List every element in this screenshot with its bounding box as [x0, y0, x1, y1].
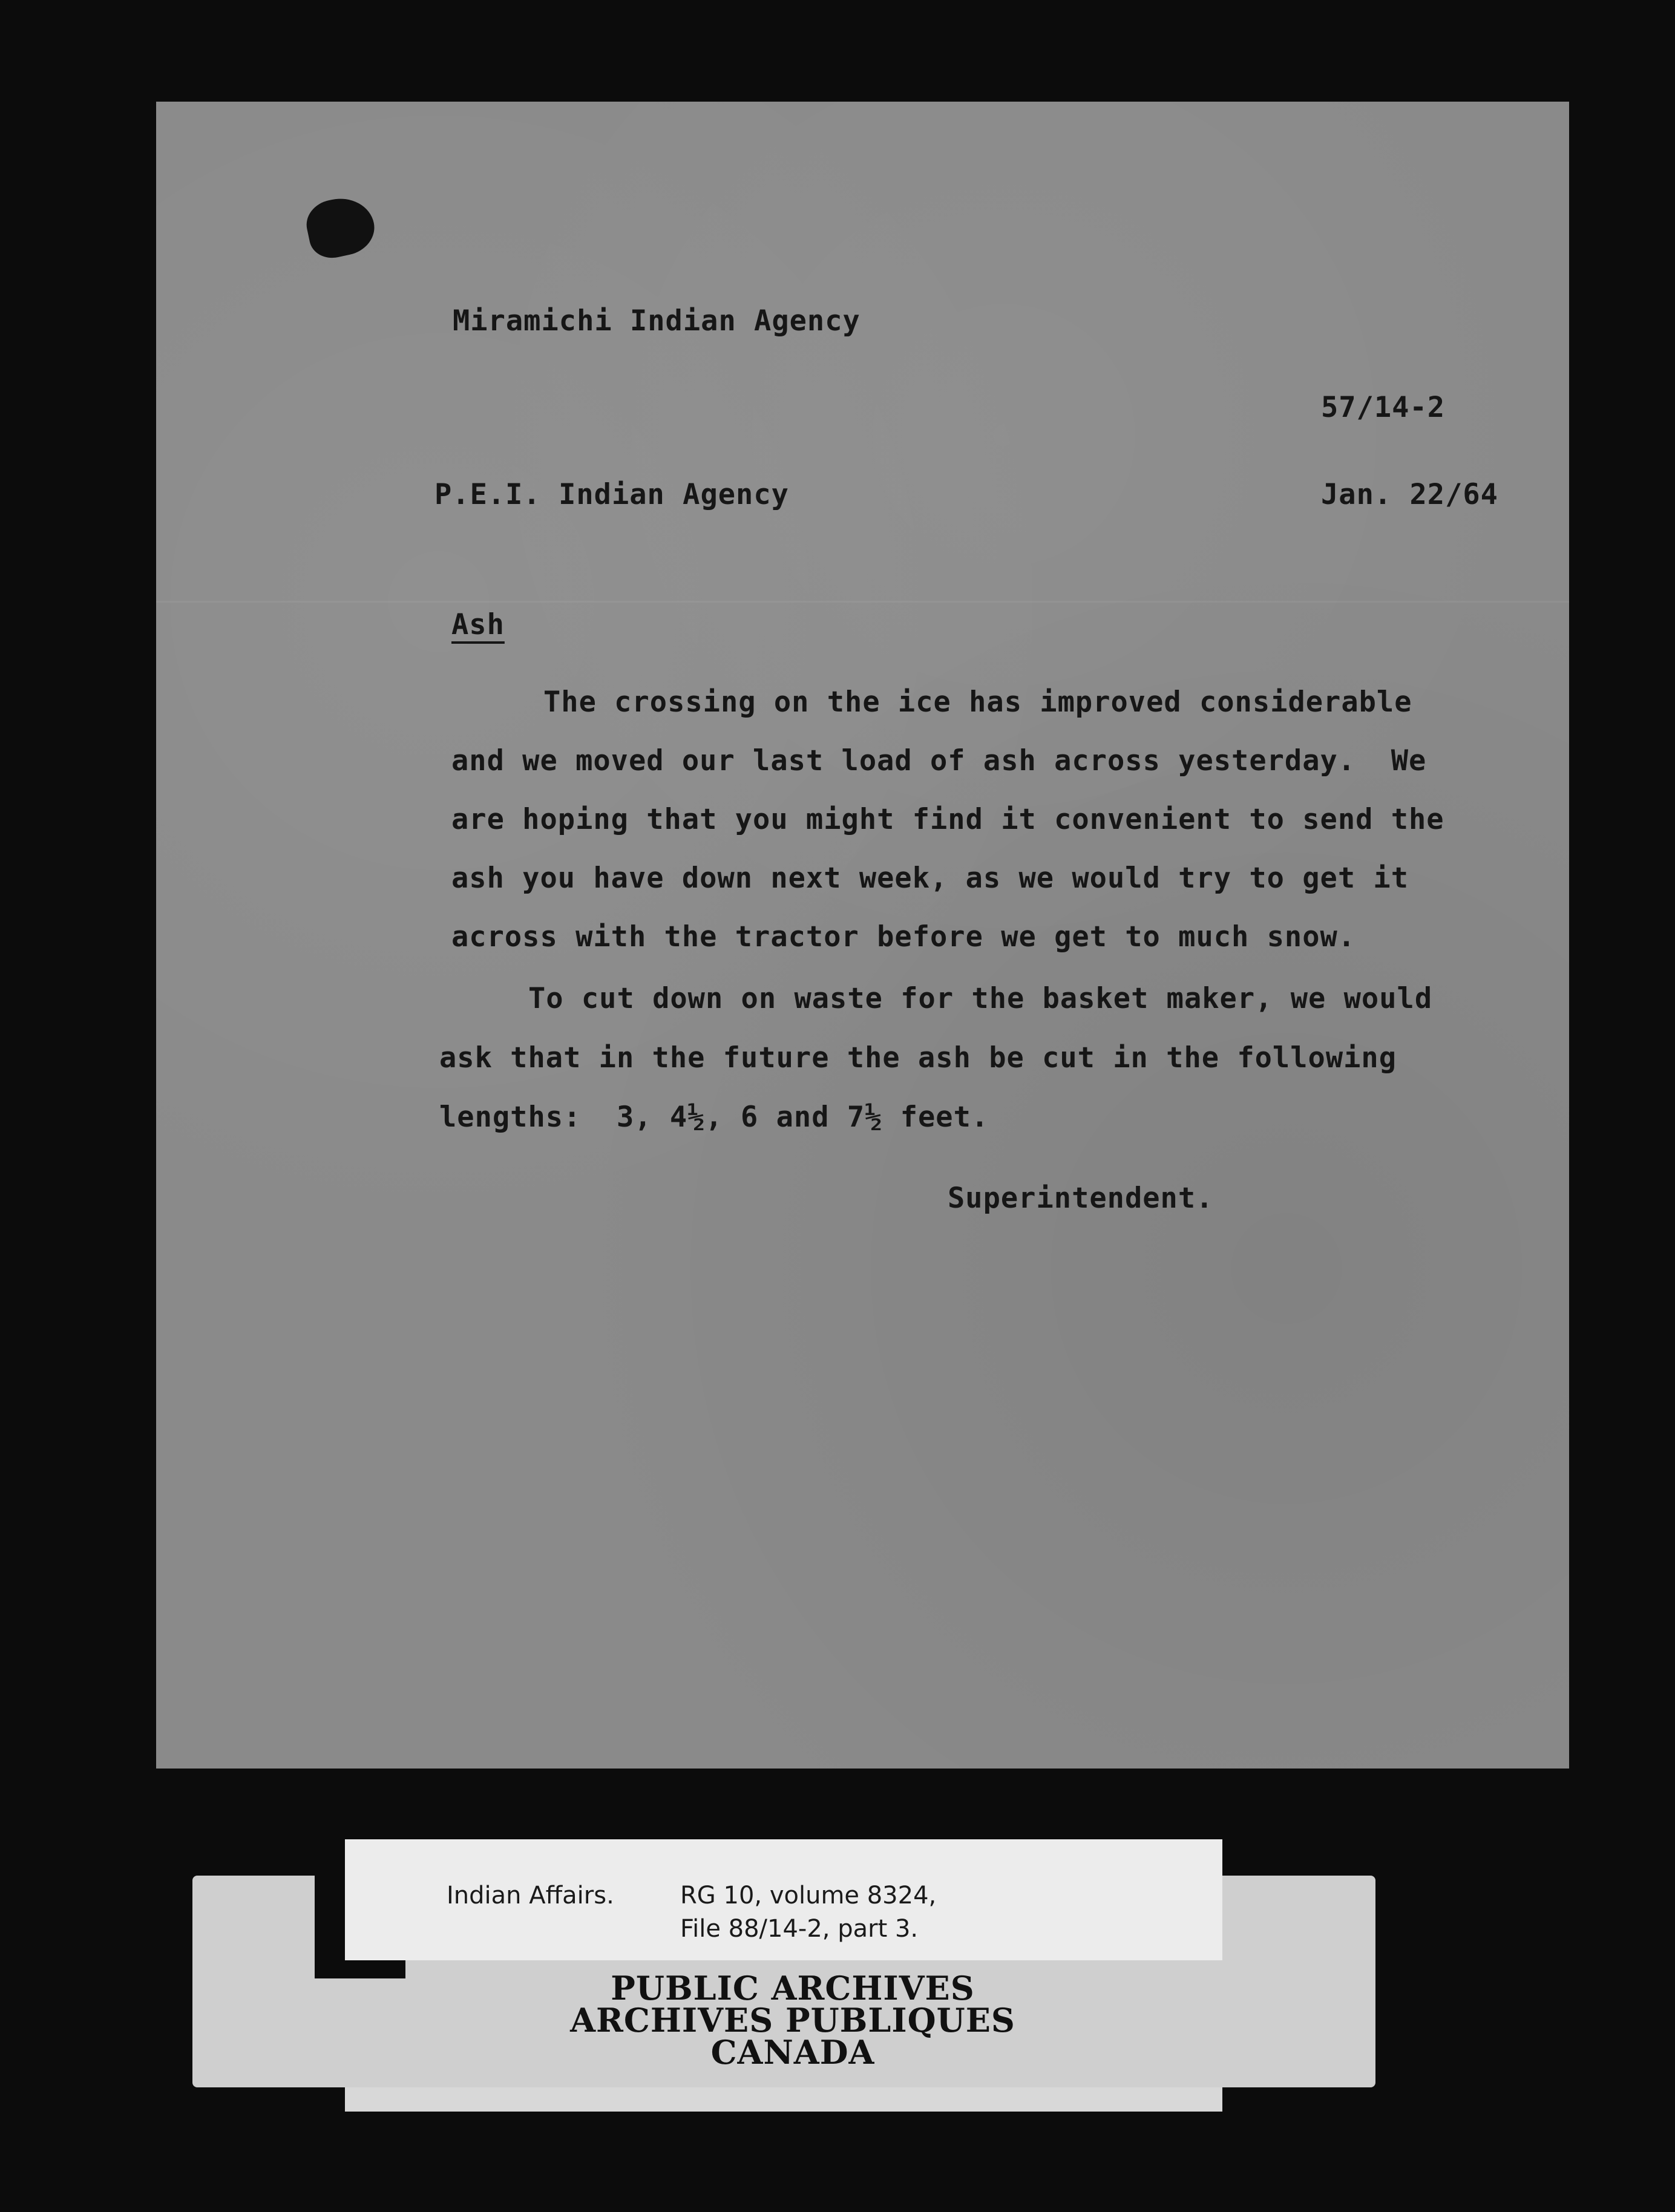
letter-subject: Ash: [451, 608, 505, 641]
record-group: RG 10, volume 8324,: [680, 1882, 937, 1909]
label-bottom-strip: [345, 2087, 1222, 2112]
stamp-line: CANADA: [710, 2033, 875, 2072]
paragraph1-line: are hoping that you might find it convenient to send the: [451, 803, 1444, 836]
paragraph2-line: To cut down on waste for the basket maker, we would: [528, 982, 1433, 1015]
punch-hole: [302, 192, 379, 263]
from-agency: Miramichi Indian Agency: [453, 304, 860, 338]
file-number: File 88/14-2, part 3.: [680, 1915, 919, 1943]
collection-name: Indian Affairs.: [447, 1882, 614, 1909]
paragraph1-line: and we moved our last load of ash across yesterday. We: [451, 744, 1427, 777]
stamp-line: ARCHIVES PUBLIQUES: [570, 2001, 1015, 2040]
paragraph1-line: across with the tractor before we get to much snow.: [451, 920, 1356, 954]
paragraph2-line: ask that in the future the ash be cut in the following: [439, 1041, 1397, 1075]
file-reference: 57/14-2: [1321, 391, 1446, 424]
letter-page: [156, 102, 1569, 1769]
letter-date: Jan. 22/64: [1321, 478, 1498, 511]
to-agency: P.E.I. Indian Agency: [434, 478, 789, 511]
paragraph1-line: The crossing on the ice has improved considerable: [543, 686, 1412, 719]
archives-stamp: [526, 1969, 1059, 2072]
signature-title: Superintendent.: [948, 1182, 1214, 1215]
stamp-line: PUBLIC ARCHIVES: [611, 1969, 975, 2007]
paragraph1-line: ash you have down next week, as we would try to get it: [451, 862, 1409, 895]
fold-line: [156, 601, 1569, 603]
paragraph2-line: lengths: 3, 4½, 6 and 7½ feet.: [439, 1101, 989, 1134]
